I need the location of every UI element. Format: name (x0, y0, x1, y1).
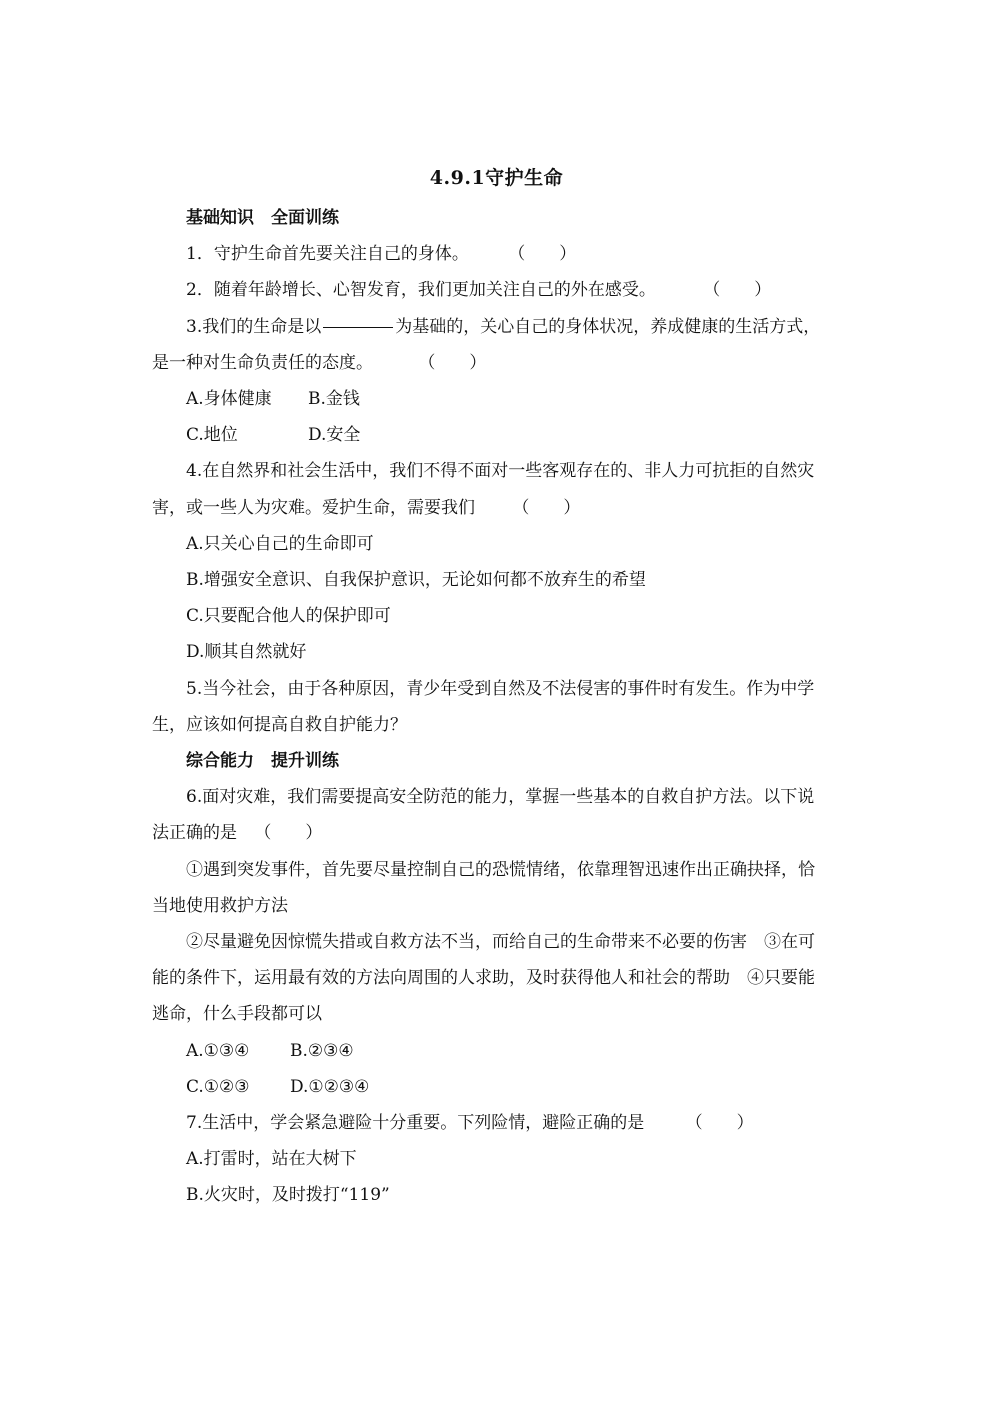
page-title: 4.9.1守护生命 (429, 167, 564, 189)
option-b: B.金钱 (308, 389, 360, 410)
option-b: B.火灾时，及时拨打“119” (186, 1185, 390, 1206)
option-d: D.顺其自然就好 (186, 642, 307, 663)
question-3-options-row-1 (152, 381, 842, 417)
option-a: A.打雷时，站在大树下 (186, 1149, 357, 1170)
option-d: D.①②③④ (290, 1076, 370, 1097)
question-7-text: 7.生活中，学会紧急避险十分重要。下列险情，避险正确的是 (186, 1113, 645, 1134)
answer-paren: （ ） (254, 823, 323, 844)
statement-2-line-1: ②尽量避免因惊慌失措或自救方法不当，而给自己的生命带来不必要的伤害 ③在可 (186, 932, 815, 953)
question-2-text: 2．随着年龄增长、心智发育，我们更加关注自己的外在感受。 (186, 280, 656, 301)
option-a: A.身体健康 (186, 389, 272, 410)
question-1 (152, 236, 842, 272)
question-6-line-1: 6.面对灾难，我们需要提高安全防范的能力，掌握一些基本的自救自护方法。以下说 (186, 787, 815, 808)
answer-paren: （ ） (508, 244, 577, 265)
question-6-options-row-1 (152, 1033, 842, 1069)
option-c: C.①②③ (186, 1076, 250, 1097)
question-4-line-1: 4.在自然界和社会生活中，我们不得不面对一些客观存在的、非人力可抗拒的自然灾 (186, 461, 815, 482)
question-5-line-1: 5.当今社会，由于各种原因，青少年受到自然及不法侵害的事件时有发生。作为中学 (186, 678, 815, 699)
option-a: A.只关心自己的生命即可 (186, 533, 374, 554)
option-b: B.增强安全意识、自我保护意识，无论如何都不放弃生的希望 (186, 570, 646, 591)
option-c: C.只要配合他人的保护即可 (186, 606, 391, 627)
option-b: B.②③④ (290, 1040, 354, 1061)
question-3-text: 为基础的，关心自己的身体状况，养成健康的生活方式， (395, 316, 821, 337)
statement-2-line-3: 逃命，什么手段都可以 (152, 1004, 322, 1025)
section-heading-comprehensive: 综合能力 提升训练 (186, 751, 339, 772)
answer-paren: （ ） (512, 497, 581, 518)
question-5-line-2: 生，应该如何提高自救自护能力？ (152, 714, 407, 735)
statement-1-line-1: ①遇到突发事件，首先要尽量控制自己的恐慌情绪，依靠理智迅速作出正确抉择，恰 (186, 859, 815, 880)
question-6-text: 法正确的是 (152, 823, 237, 844)
option-c: C.地位 (186, 425, 238, 446)
question-1-text: 1．守护生命首先要关注自己的身体。 (186, 244, 469, 265)
question-3-text: 3.我们的生命是以 (186, 316, 322, 337)
section-heading-basic: 基础知识 全面训练 (186, 208, 339, 228)
question-3-options-row-2 (152, 417, 842, 453)
fill-in-blank (323, 326, 393, 328)
question-7 (152, 1105, 842, 1141)
question-6-line-2 (152, 815, 842, 851)
question-3-line-2 (152, 345, 842, 381)
question-4-line-2 (152, 490, 842, 526)
option-a: A.①③④ (186, 1040, 250, 1061)
answer-paren: （ ） (418, 352, 487, 373)
question-6-options-row-2 (152, 1069, 842, 1105)
statement-1-line-2: 当地使用救护方法 (152, 895, 288, 916)
question-2 (152, 272, 842, 308)
question-3-text: 是一种对生命负责任的态度。 (152, 352, 373, 373)
statement-2-line-2: 能的条件下，运用最有效的方法向周围的人求助，及时获得他人和社会的帮助 ④只要能 (152, 968, 815, 989)
answer-paren: （ ） (685, 1113, 754, 1134)
option-d: D.安全 (308, 425, 361, 446)
question-3-line-1 (152, 309, 842, 345)
answer-paren: （ ） (703, 280, 772, 301)
question-4-text: 害，或一些人为灾难。爱护生命，需要我们 (152, 497, 475, 518)
document-body (152, 200, 842, 1214)
